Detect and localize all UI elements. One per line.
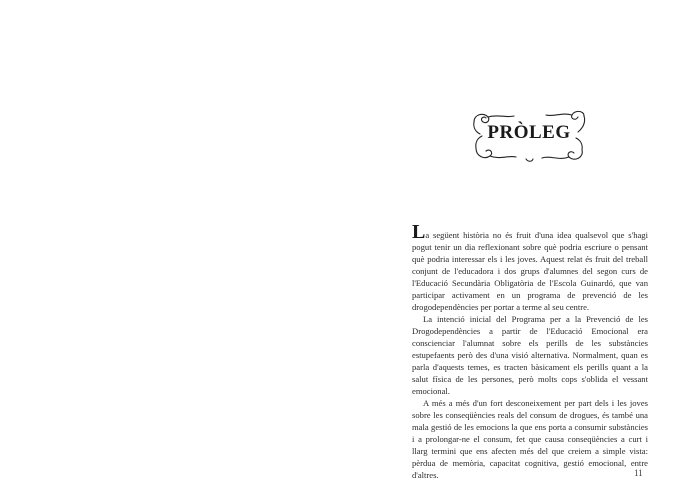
paragraph-2: La intenció inicial del Programa per a la Prevenció de les Drogodependències a partir de l'Educació Emocional era conscienciar l'alumnat sobre els perills de les substàncies estupefaents però des d'una visió alternativa. Normalment, quan es parla d'aquests temes, es tracten bàsicament els perills quant a la salut física de les persones, però molts cops s'oblida el vessant emocional. bbox=[412, 314, 648, 396]
prologue-body bbox=[412, 221, 648, 481]
drop-cap: L bbox=[412, 221, 426, 243]
paragraph-1 bbox=[412, 221, 648, 313]
chapter-title: PRÒLEG bbox=[487, 122, 571, 143]
paragraph-3: A més a més d'un fort desconeixement per part dels i les joves sobre les conseqüències reals del consum de drogues, és també una mala gestió de les emocions la que ens porta a consumir substàncies i a prolongar-ne el consum, fet que causa conseqüències a curt i llarg termini que ens afecten més del que creiem a simple vista: pèrdua de memòria, capacitat cognitiva, gestió emocional, entre d'altres. bbox=[412, 398, 648, 480]
chapter-title-block bbox=[470, 108, 588, 164]
paragraph-1-text: a següent història no és fruit d'una idea qualsevol que s'hagi pogut tenir un dia reflexionant sobre què podria escriure o pensant què podria interessar els i les joves. Aquest relat és fruit del treball conjunt de l'educadora i dos grups d'alumnes del segon curs de l'Educació Secundària Obligatòria de l'Escola Guinardó, que van participar activament en un programa de prevenció de les drogodependències per portar a terme al seu centre. bbox=[412, 230, 648, 312]
page-number: 11 bbox=[634, 468, 643, 478]
